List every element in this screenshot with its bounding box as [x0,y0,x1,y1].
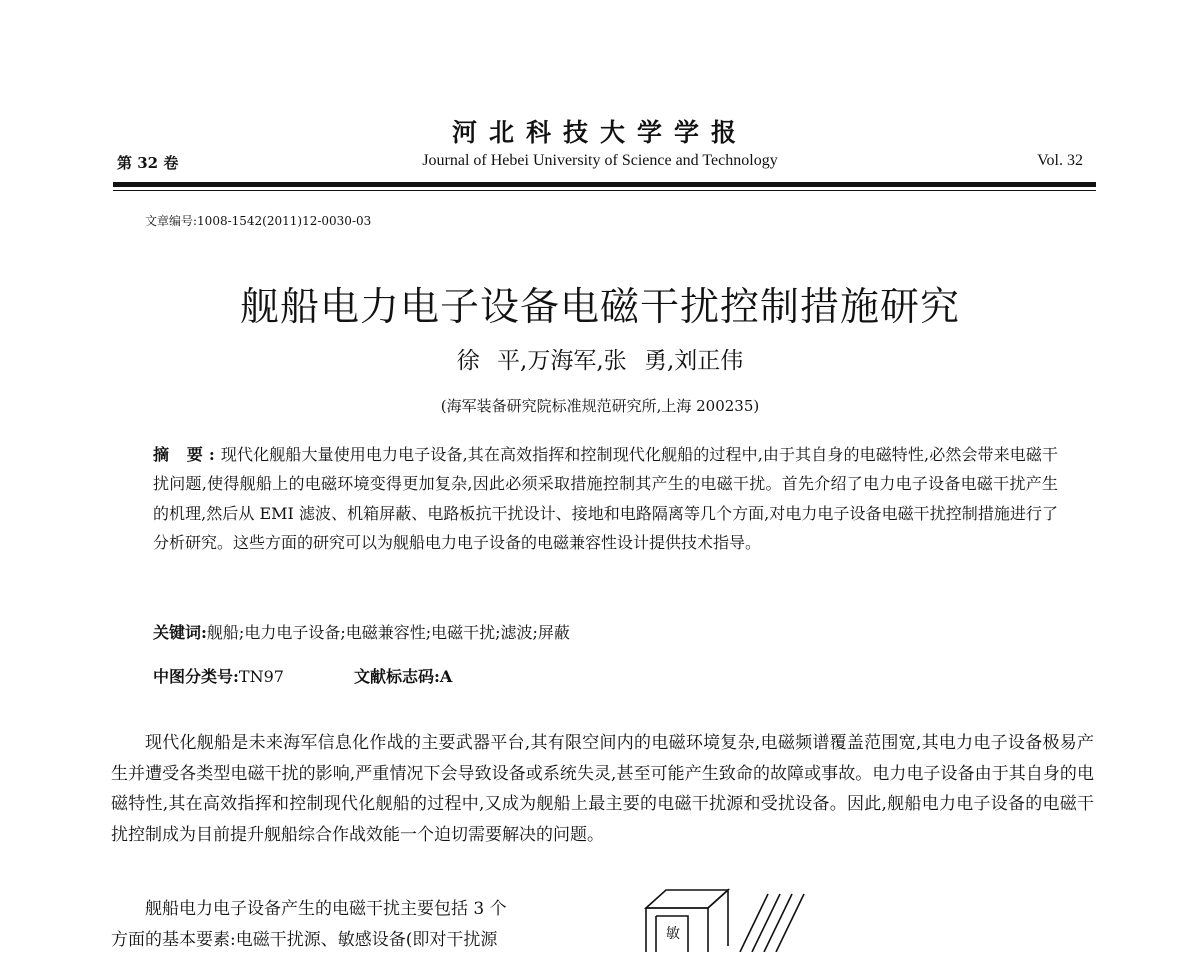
doc-code-value: A [440,667,452,686]
article-number: 文章编号:1008-1542(2011)12-0030-03 [145,212,371,229]
journal-title-en: Journal of Hebei University of Science and Technology [0,152,1200,170]
radiation-line-2 [752,894,780,952]
body-paragraph-2-line-2: 方面的基本要素:电磁干扰源、敏感设备(即对干扰源 [111,925,611,955]
abstract-label: 摘 要: [153,445,221,464]
device-box-side [708,890,728,946]
volume-en: Vol. 32 [1037,152,1083,170]
clc-value: TN97 [239,667,284,686]
radiation-line-3 [764,894,792,952]
abstract [153,440,1058,558]
keywords-text: 舰船;电力电子设备;电磁兼容性;电磁干扰;滤波;屏蔽 [207,623,570,642]
device-box-back [646,890,728,908]
body-paragraph-2 [111,894,611,955]
affiliation: (海军装备研究院标准规范研究所,上海 200235) [0,395,1200,416]
interference-diagram [628,886,828,952]
device-box-label: 敏 [666,926,680,942]
header-rule-thin [113,190,1096,191]
body-paragraph-2-line-1: 舰船电力电子设备产生的电磁干扰主要包括 3 个 [111,894,611,925]
abstract-text: 现代化舰船大量使用电力电子设备,其在高效指挥和控制现代化舰船的过程中,由于其自身的电磁特性,必然会带来电磁干扰问题,使得舰船上的电磁环境变得更加复杂,因此必须采取措施控制其产生的电磁干扰。首先介绍了电力电子设备电磁干扰产生的机理,然后从 EMI 滤波、机箱屏蔽、电路板抗干扰设计、接地和电路隔离等几个方面,对电力电子设备电磁干扰控制措施进行了分析研究。这些方面的研究可以为舰船电力电子设备的电磁兼容性设计提供技术指导。 [153,445,1058,552]
clc-label: 中图分类号: [153,667,239,686]
keywords-label: 关键词: [153,623,207,642]
journal-title-cn: 河北科技大学学报 [0,113,1200,149]
doc-code-label: 文献标志码: [354,667,440,686]
header-rule-thick [113,182,1096,187]
body-paragraph-1-text: 现代化舰船是未来海军信息化作战的主要武器平台,其有限空间内的电磁环境复杂,电磁频谱覆盖范围宽,其电力电子设备极易产生并遭受各类型电磁干扰的影响,严重情况下会导致设备或系统失灵,甚至可能产生致命的故障或事故。电力电子设备由于其自身的电磁特性,其在高效指挥和控制现代化舰船的过程中,又成为舰船上最主要的电磁干扰源和受扰设备。因此,舰船电力电子设备的电磁干扰控制成为目前提升舰船综合作战效能一个迫切需要解决的问题。 [111,728,1094,850]
classification-line [153,664,452,687]
radiation-line-4 [776,894,804,952]
body-paragraph-1 [111,728,1094,850]
authors: 徐 平,万海军,张 勇,刘正伟 [0,342,1200,375]
radiation-line-1 [740,894,768,952]
volume-cn: 第 32 卷 [117,152,178,173]
paper-title: 舰船电力电子设备电磁干扰控制措施研究 [0,276,1200,332]
keywords [153,620,570,643]
